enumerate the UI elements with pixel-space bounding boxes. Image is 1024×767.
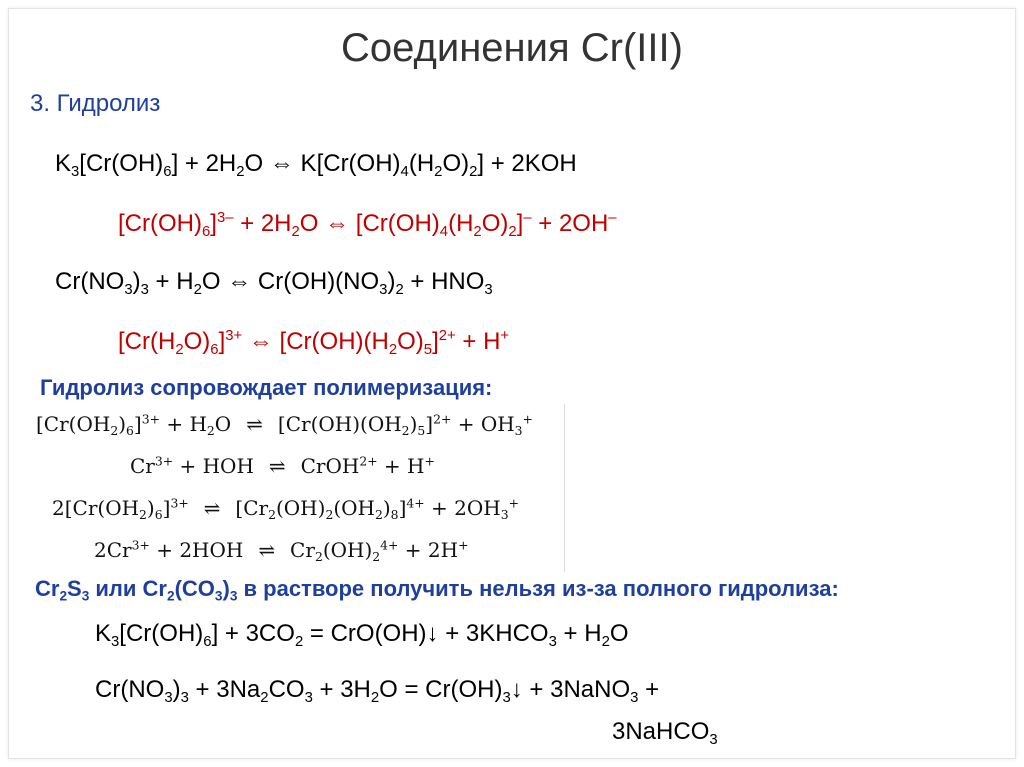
equation-ionic-aqua: $[Cr(H_2O)_6]^{3+}$ ⇔ $[Cr(OH)(H_2O)_5]^{2+} + H^+$ [118,328,510,358]
section-heading: 3. Гидролиз [30,90,161,117]
poly-eq-1: $[Cr(OH_2)_6]^{3+} + H_2O$ ⇌ $[Cr(OH)(OH_2)_5]^{2+} + OH_3^+$ [36,411,533,438]
polymerization-equations-image [30,404,565,572]
equation-co2-reaction: $K_3[Cr(OH)_6] + 3CO_2$ = CrO(OH)↓ + $3KHCO_3 + H_2O$ [95,620,629,650]
equation-k3-hydrolysis: $K_3[Cr(OH)_6] + 2H_2O$ ⇔ $K[Cr(OH)_4(H_2O)_2] + 2KOH$ [55,150,577,180]
poly-eq-2: $Cr^{3+}$ + HOH ⇌ CrOH$^{2+}$ + H+ [130,453,435,478]
equation-carbonate-reaction-cont: 3NaHCO$_3$ [612,718,718,748]
poly-eq-3: $2[Cr(OH_2)_6]^{3+}$ ⇌ $[Cr_2(OH)_2(OH_2)_8]^{4+} + 2OH_3^+$ [52,495,519,522]
page-title: Соединения Cr(III) [341,26,683,70]
equation-nitrate-hydrolysis: $Cr(NO_3)_3 + H_2O$ ⇔ $Cr(OH)(NO_3)_2 + HNO_3$ [55,268,493,298]
polymerization-header: Гидролиз сопровождает полимеризация: [40,375,493,400]
poly-eq-4: $2Cr^{3+} + 2HOH$ ⇌ $Cr_2(OH)_2^{4+} + 2H^+$ [94,537,469,564]
equation-ionic-hydroxo: $[Cr(OH)_6]^{3-} + 2H_2O$ ⇔ $[Cr(OH)_4(H_2O)_2]^- + 2OH^-$ [118,210,617,240]
equation-carbonate-reaction: $Cr(NO_3)_3 + 3Na_2CO_3 + 3H_2O$ = $Cr(OH)_3↓$ + 3NaNO$_3$ + [95,676,660,706]
hydrolysis-note: $Cr_2S_3$ или $Cr_2(CO_3)_3$ в растворе получить нельзя из-за полного гидролиза: [35,576,839,604]
